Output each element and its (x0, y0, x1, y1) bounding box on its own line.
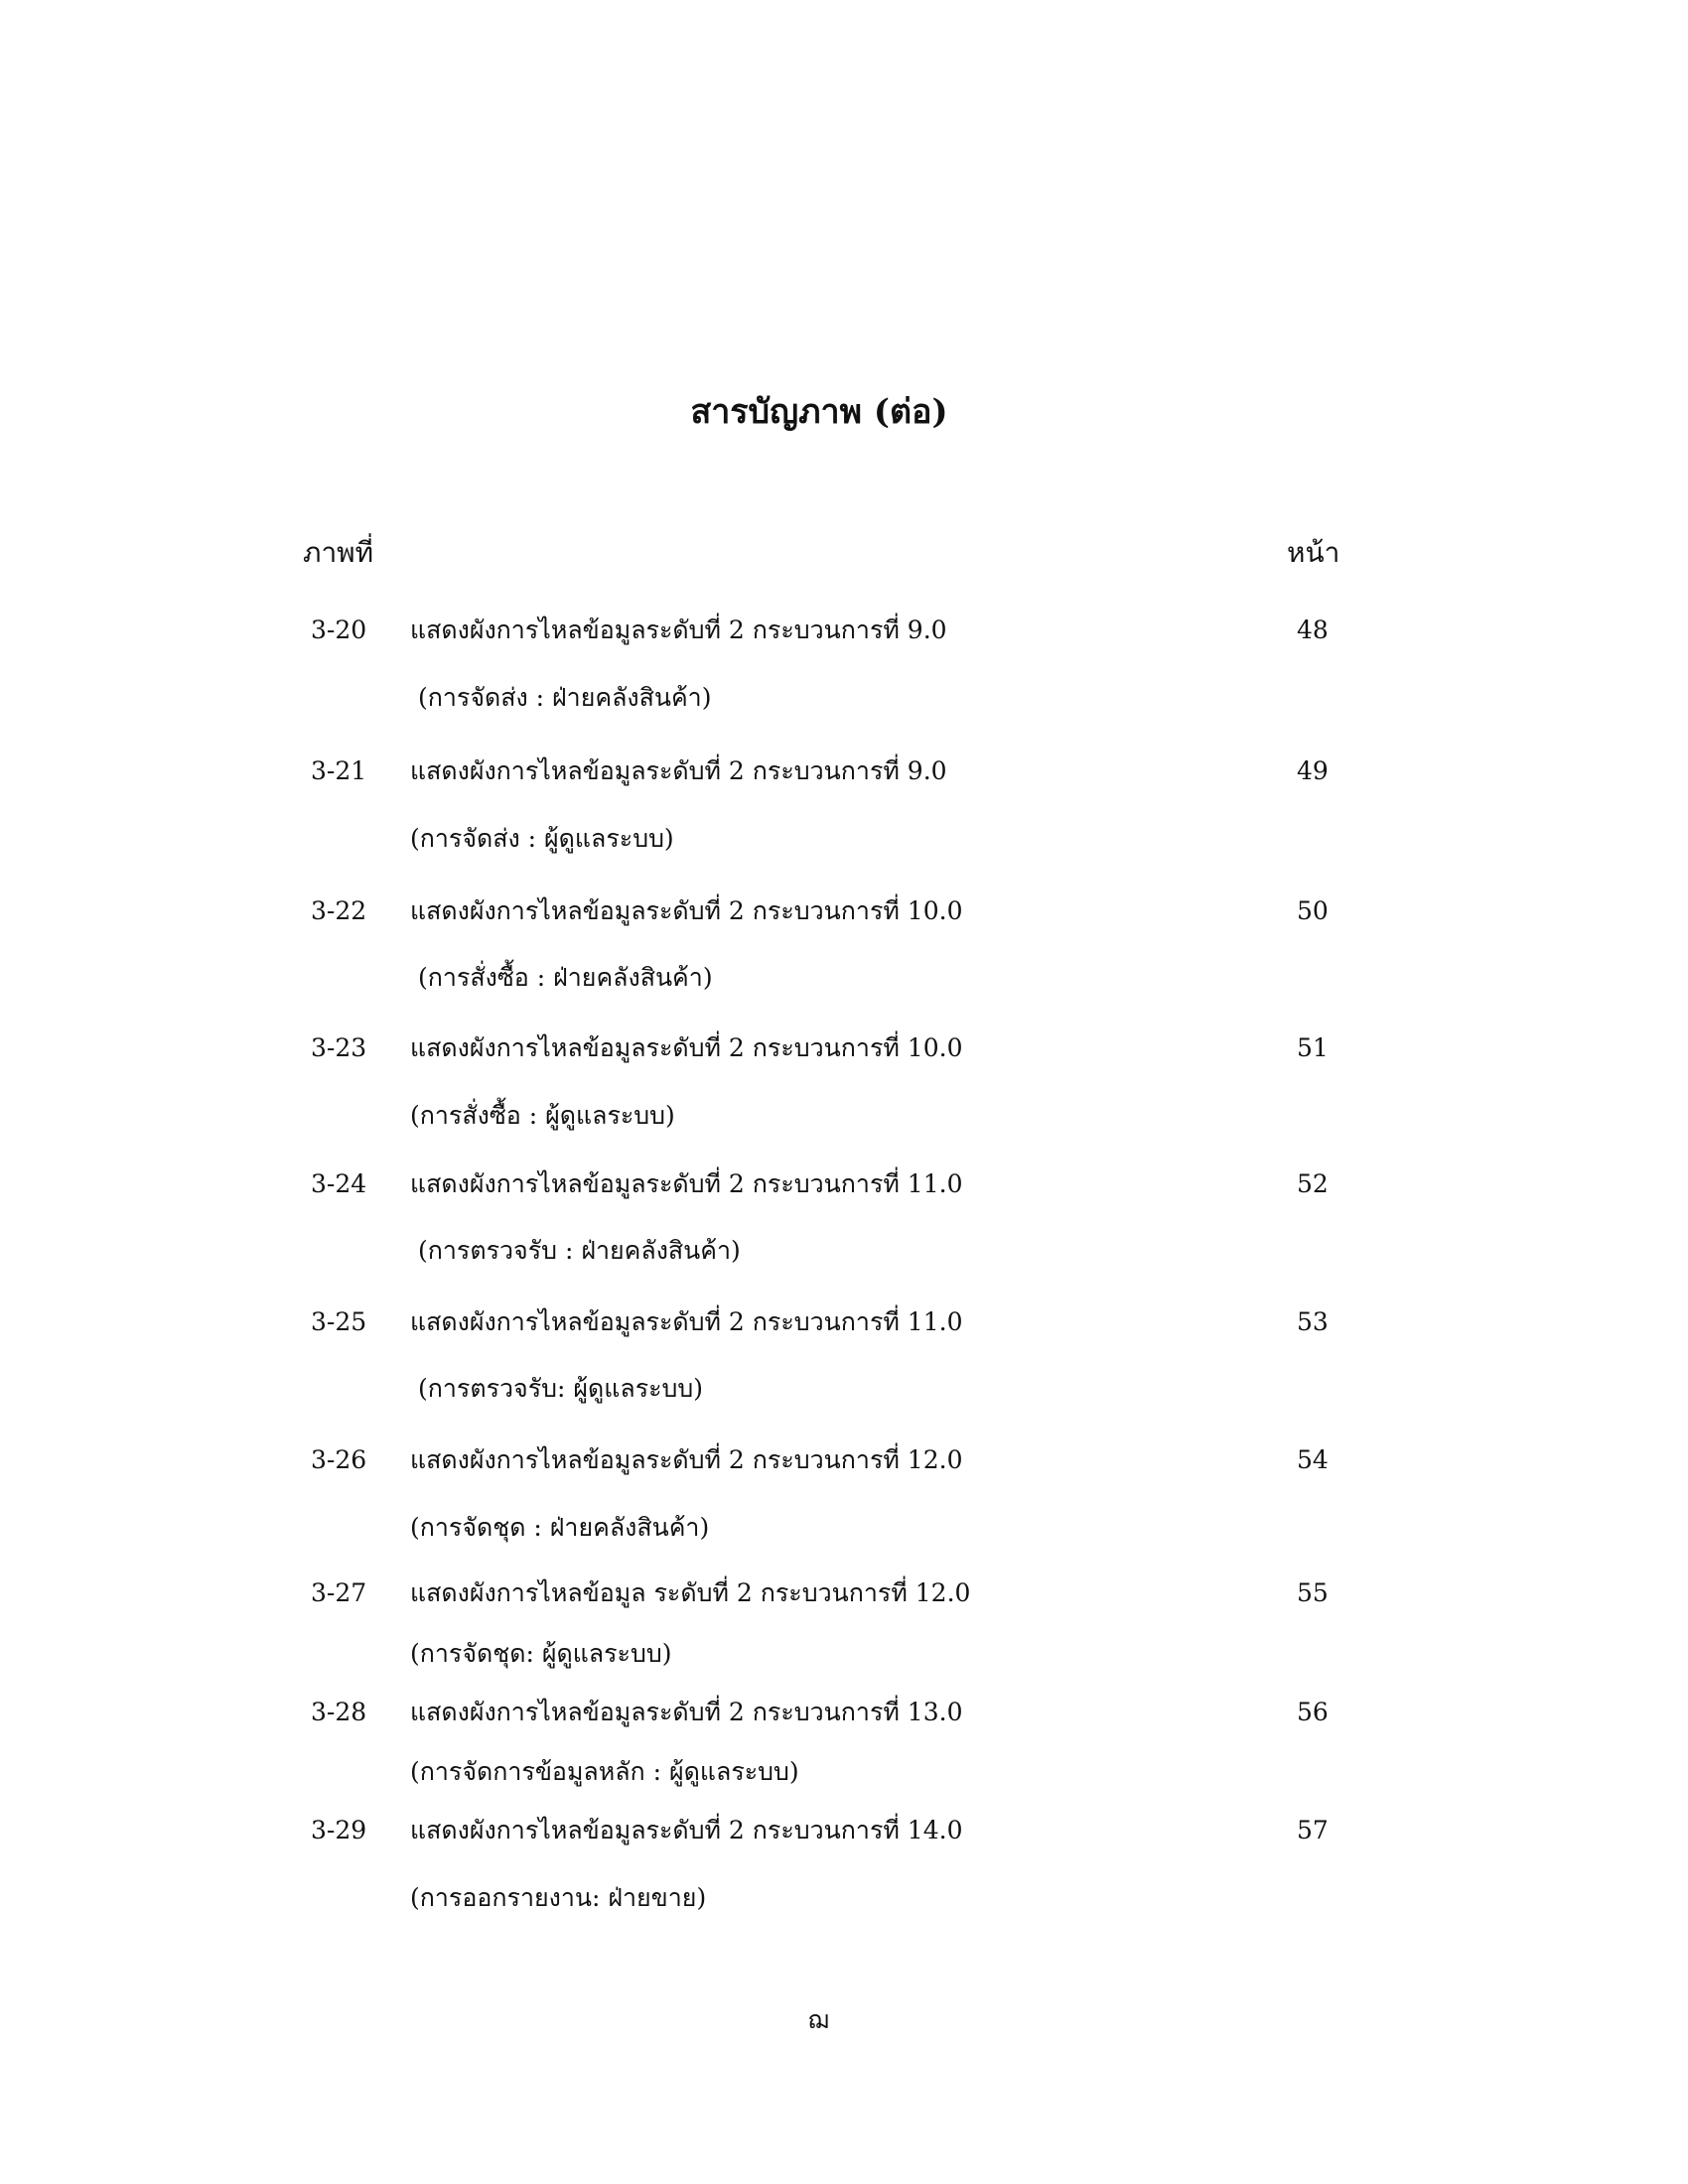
toc-entry (0, 747, 1688, 796)
page-number: 49 (1297, 756, 1329, 785)
figure-caption-detail: (การจัดชุด: ผู้ดูแลระบบ) (410, 1639, 672, 1668)
figure-number: 3-22 (311, 896, 367, 925)
figure-caption-detail: (การสั่งซื้อ : ฝ่ายคลังสินค้า) (418, 963, 713, 992)
figure-caption-detail: (การจัดส่ง : ฝ่ายคลังสินค้า) (418, 683, 712, 712)
figure-caption: แสดงผังการไหลข้อมูลระดับที่ 2 กระบวนการที่ 10.0 (410, 896, 963, 925)
figure-column-header: ภาพที่ (303, 536, 374, 569)
figure-caption: แสดงผังการไหลข้อมูลระดับที่ 2 กระบวนการที่ 9.0 (410, 615, 947, 644)
figure-number: 3-24 (311, 1169, 367, 1198)
toc-entry (0, 1806, 1688, 1855)
page-title: สารบัญภาพ (ต่อ) (690, 392, 948, 432)
figure-caption-detail: (การจัดส่ง : ผู้ดูแลระบบ) (410, 824, 674, 853)
page-number: 55 (1297, 1578, 1329, 1607)
page-number: 52 (1297, 1169, 1329, 1198)
figure-caption: แสดงผังการไหลข้อมูล ระดับที่ 2 กระบวนการที่ 12.0 (410, 1578, 971, 1607)
toc-entry (0, 606, 1688, 655)
page-number: 53 (1297, 1307, 1329, 1336)
figure-caption-detail: (การสั่งซื้อ : ผู้ดูแลระบบ) (410, 1101, 675, 1130)
page-number: 54 (1297, 1445, 1329, 1474)
figure-number: 3-27 (311, 1578, 367, 1607)
figure-number: 3-28 (311, 1698, 367, 1726)
page-number: 50 (1297, 896, 1329, 925)
figure-caption-detail: (การออกรายงาน: ฝ่ายขาย) (410, 1883, 707, 1912)
toc-entry (0, 1569, 1688, 1618)
figure-caption: แสดงผังการไหลข้อมูลระดับที่ 2 กระบวนการที่ 11.0 (410, 1307, 963, 1336)
toc-entry (0, 1024, 1688, 1073)
figure-caption: แสดงผังการไหลข้อมูลระดับที่ 2 กระบวนการที่ 9.0 (410, 756, 947, 785)
figure-caption-detail: (การตรวจรับ: ผู้ดูแลระบบ) (418, 1374, 704, 1403)
page-number: 48 (1297, 615, 1329, 644)
toc-entry (0, 1297, 1688, 1347)
toc-entry (0, 1688, 1688, 1737)
figure-number: 3-20 (311, 615, 367, 644)
toc-entry (0, 1435, 1688, 1485)
figure-number: 3-21 (311, 756, 367, 785)
figure-number: 3-23 (311, 1033, 367, 1062)
figure-number: 3-26 (311, 1445, 367, 1474)
figure-caption: แสดงผังการไหลข้อมูลระดับที่ 2 กระบวนการที่ 10.0 (410, 1033, 963, 1062)
page-number: 57 (1297, 1816, 1329, 1844)
figure-caption: แสดงผังการไหลข้อมูลระดับที่ 2 กระบวนการที่ 13.0 (410, 1698, 963, 1726)
page-number: 56 (1297, 1698, 1329, 1726)
toc-entry (0, 887, 1688, 936)
figure-caption-detail: (การจัดการข้อมูลหลัก : ผู้ดูแลระบบ) (410, 1757, 799, 1786)
figure-number: 3-29 (311, 1816, 367, 1844)
page-number: 51 (1297, 1033, 1329, 1062)
page-footer-number: ฌ (807, 2005, 829, 2034)
page-column-header: หน้า (1287, 536, 1340, 569)
figure-number: 3-25 (311, 1307, 367, 1336)
figure-caption: แสดงผังการไหลข้อมูลระดับที่ 2 กระบวนการที่ 11.0 (410, 1169, 963, 1198)
figure-caption: แสดงผังการไหลข้อมูลระดับที่ 2 กระบวนการที่ 12.0 (410, 1445, 963, 1474)
figure-caption: แสดงผังการไหลข้อมูลระดับที่ 2 กระบวนการที่ 14.0 (410, 1816, 963, 1844)
figure-caption-detail: (การจัดชุด : ฝ่ายคลังสินค้า) (410, 1513, 710, 1542)
toc-entry (0, 1160, 1688, 1209)
figure-caption-detail: (การตรวจรับ : ฝ่ายคลังสินค้า) (418, 1236, 741, 1265)
